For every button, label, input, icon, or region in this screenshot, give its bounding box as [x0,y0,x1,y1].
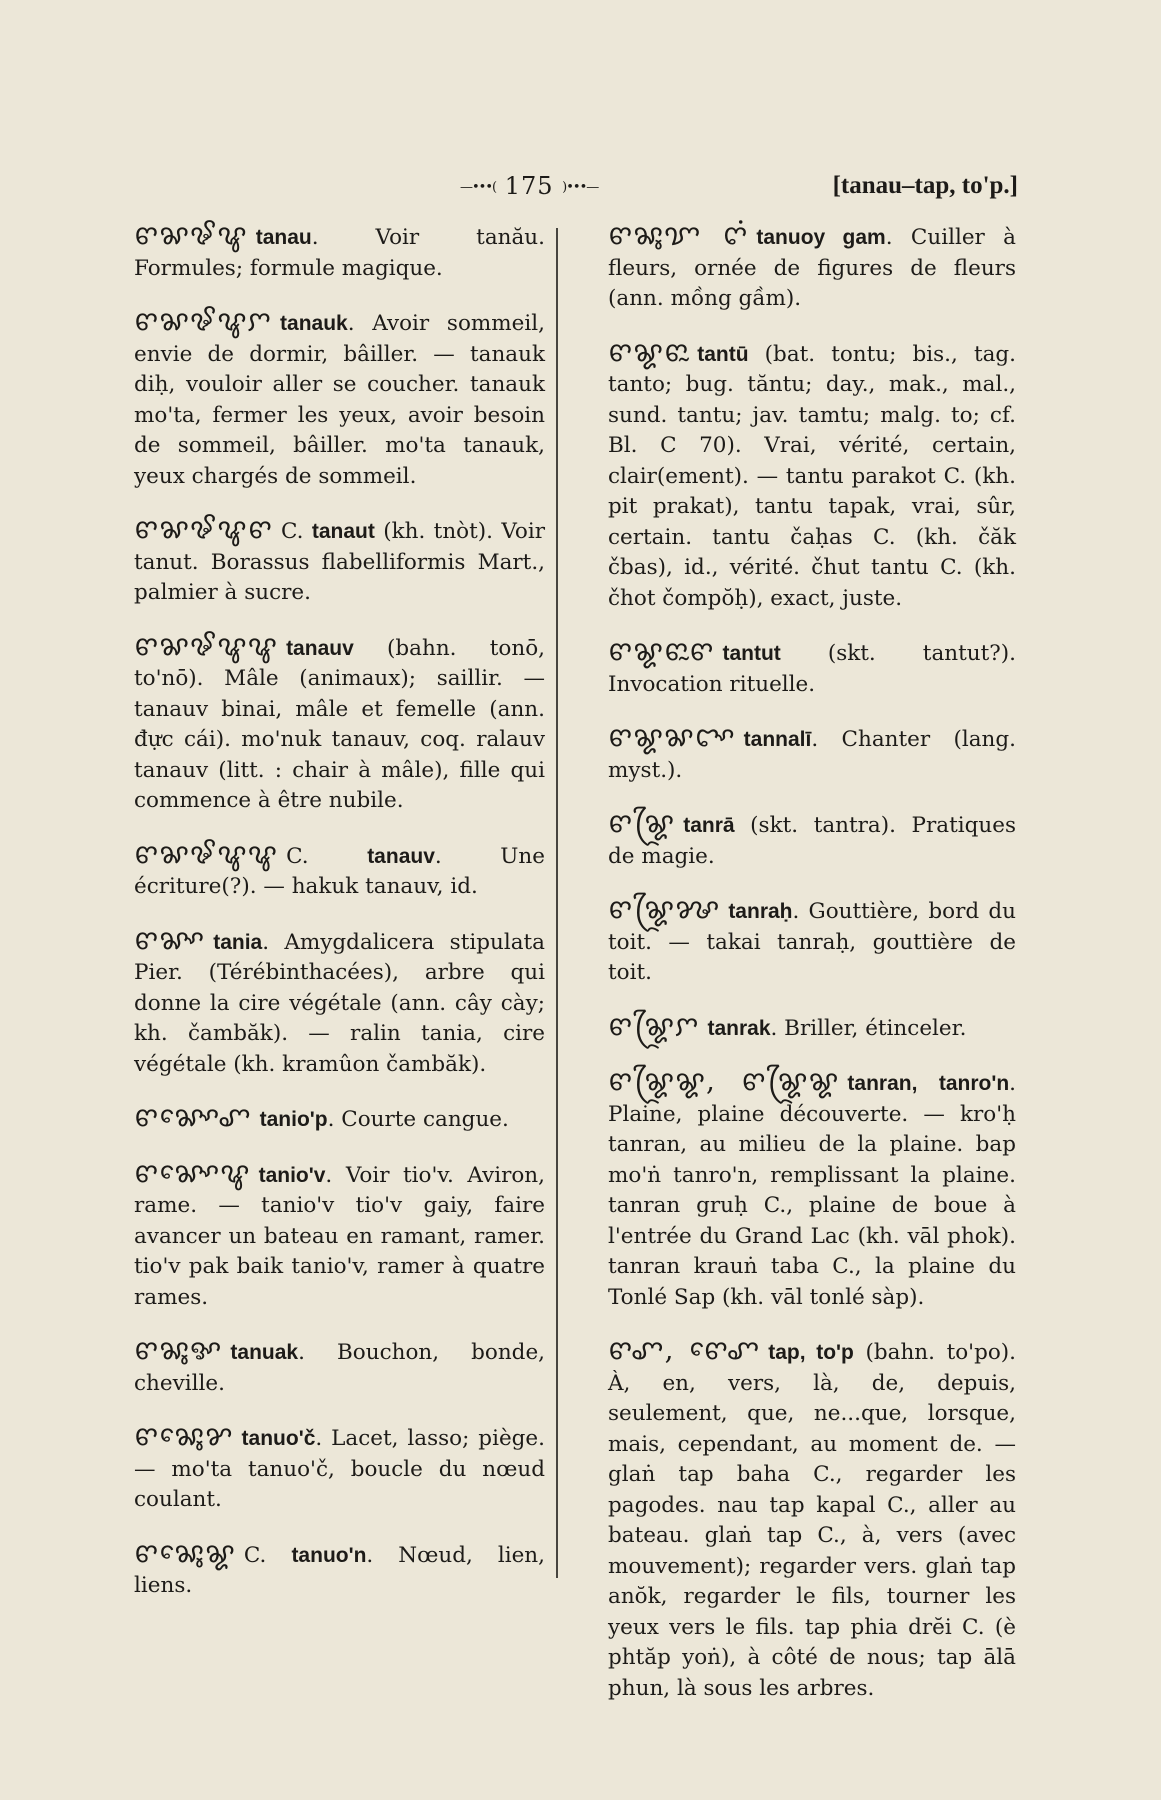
cham-script: ꨓꨗꨃꨥ [134,218,248,251]
cham-script: ꨓꨘꨗꨤꨳ [608,720,736,753]
definition: . Bouchon, bonde, cheville. [134,1340,545,1396]
running-head: [tanau–tap, to'p.] [832,172,1018,199]
definition: . Voir tio'v. Aviron, rame. — tanio'v tio'v gaiy, faire avancer un bateau en ramant, ramer. tio'v pak baik tanio'v, ramer à quatre rames. [134,1162,545,1310]
page-header [100,172,1018,212]
dictionary-entry [574,220,1016,315]
ornament-right: )•••— [562,180,599,195]
headword: tanraḥ [728,900,793,923]
definition: . Avoir sommeil, envie de dormir, bâiller. — tanauk diḥ, vouloir aller se coucher. tanauk mo'ta, fermer les yeux, avoir besoin de sommeil, bâiller. mo'ta tanauk, yeux chargés de sommeil. [134,311,545,489]
headword: tania [213,930,263,954]
headword: tanuo'č [241,1427,316,1450]
headword: tantut [722,642,781,665]
cham-script: ꨓꨘꨴ [608,806,676,839]
dictionary-entry [100,836,545,903]
dictionary-entry [574,334,1016,615]
definition: . Lacet, lasso; piège. — mo'ta tanuo'č, boucle du nœud coulant. [134,1426,545,1512]
dictionary-entry [100,922,545,1081]
headword: tanauv [367,844,435,868]
definition: . Voir tanău. Formules; formule magique. [134,225,545,281]
definition: (bahn. to'po). À, en, vers, là, de, depuis, seulement, que, ne...que, lorsque, mais, cependant, au moment de. — glaṅ tap baha C., regarder les pagodes. nau tap kapal C., aller au bateau. glaṅ tap C., à, vers (avec mouvement); regarder vers. glaṅ tap anŏk, regarder le fils, tourner les yeux vers le fils. tap phia drĕi C. (è phtăp yoṅ), à côté de nous; tap ālā phun, là sous les arbres. [608,1340,1017,1701]
cham-script: ꨓꨘꨴꨆ [608,1008,700,1042]
headword: tanuo'n [291,1543,367,1567]
page-number-line [460,172,598,200]
headword: tannalī [743,728,812,751]
definition: . Briller, étinceler. [770,1015,967,1041]
definition: . Chanter (lang. myst.). [608,727,1016,783]
right-column [574,220,1016,1726]
left-column [100,220,545,1624]
headword: tap, to'p [768,1341,854,1364]
cham-script: ꨓꨗꨶꨀ [134,1333,223,1366]
headword: tanauk [280,312,348,335]
headword: tantū [697,342,749,366]
headword: tanau [255,226,312,249]
entry-prefix: C. [280,519,312,544]
dictionary-entry [574,808,1016,872]
cham-script: ꨓꨗꨃꨥꨥ [134,628,279,662]
cham-script: ꨓꨗꨶꨯꨌ [134,1419,234,1452]
headword: tanaut [311,520,375,543]
cham-script: ꨓꨘꨓꨭꨓ [608,634,715,667]
definition: (bahn. tonō, to'nō). Mâle (animaux); saillir. — tanauv binai, mâle et femelle (ann. đực cái). mo'nuk tanauv, coq. ralauv tanauv (litt. : chair à mâle), fille qui commence à être nubile. [134,635,545,813]
cham-script: ꨓꨗꨳꨯꨚ [134,1100,252,1133]
cham-script: ꨓꨗꨃꨥꨥ [134,836,279,870]
dictionary-entry [574,1008,1016,1045]
dictionary-entry [574,722,1016,786]
headword: tanio'p [259,1108,328,1131]
headword: tanran, tanro'n [847,1072,1010,1095]
definition: (bat. tontu; bis., tag. tanto; bug. tăntu; day., mak., mal., sund. tantu; jav. tamtu; malg. to; cf. Bl. C 70). Vrai, vérité, certain, clair(ement). — tantu parakot C. (kh. pit prakat), tantu tapak, vrai, sûr, certain. tantu čaḥas C. (kh. čăk čbas), id., vérité. čhut tantu C. (kh. čhot čompŏḥ), exact, juste. [608,341,1016,611]
entry-prefix: C. [243,1542,292,1568]
dictionary-entry [100,514,545,609]
column-divider [556,228,558,1578]
definition: . Une écriture(?). — hakuk tanauv, id. [134,843,545,899]
definition: . Amygdalicera stipulata Pier. (Térébinthacées), arbre qui donne la cire végétale (ann. cây cày; kh. čambăk). — ralin tania, cire végétale (kh. kramûon čambăk). [134,929,545,1077]
definition: . Nœud, lien, liens. [134,1542,545,1598]
dictionary-entry [100,628,545,817]
definition: (skt. tantut?). Invocation rituelle. [608,641,1016,697]
dictionary-entry [574,894,1016,989]
dictionary-entry [574,1335,1016,1704]
cham-script: ꨓꨘꨴꨘ, ꨓꨘꨴꨘ [608,1064,840,1097]
definition: . Plaine, plaine découverte. — kro'ḥ tanran, au milieu de la plaine. bap mo'ṅ tanro'n, remplissant la plaine. tanran gruḥ C., plaine de boue à l'entrée du Grand Lac (kh. vāl phok). tanran krauṅ taba C., la plaine du Tonlé Sap (kh. vāl tonlé sàp). [608,1071,1017,1310]
headword: tanauv [286,636,354,660]
dictionary-entry [100,220,545,284]
cham-script: ꨓꨗꨃꨥꨓ [134,512,273,545]
dictionary-entry [574,636,1016,700]
headword: tanuak [230,1341,299,1364]
cham-script: ꨓꨗꨳ [134,922,206,956]
headword: tanrā [683,814,735,837]
cham-script: ꨓꨘꨴꨍ [608,892,721,925]
dictionary-entry [100,1102,545,1136]
definition: . Cuiller à fleurs, ornée de figures de fleurs (ann. mồng gầm). [608,225,1016,311]
ornament-left: —•••( [460,180,497,195]
definition: (kh. tnòt). Voir tanut. Borassus flabelliformis Mart., palmier à sucre. [134,519,545,605]
cham-script: ꨓꨗꨶꨢ ꨈꩌ [608,218,749,251]
dictionary-entry [100,1421,545,1516]
headword: tanrak [707,1016,771,1040]
definition: . Gouttière, bord du toit. — takai tanraḥ, gouttière de toit. [608,899,1016,985]
dictionary-entry [100,1155,545,1314]
definition: . Courte cangue. [327,1107,509,1132]
cham-script: ꨓꨘꨓꨭ [608,334,690,368]
cham-script: ꨓꨗꨳꨯꨥ [134,1155,251,1189]
cham-script: ꨓꨚ, ꨓꨯꨚ [608,1333,761,1366]
cham-script: ꨓꨗꨶꨯꨘ [134,1535,236,1569]
dictionary-entry [100,1335,545,1399]
cham-script: ꨓꨗꨃꨥꨆ [134,304,273,337]
headword: tanio'v [258,1163,326,1187]
dictionary-entry [100,1535,545,1602]
dictionary-entry [574,1066,1016,1313]
entry-prefix: C. [286,843,368,869]
page-number: 175 [504,172,554,200]
headword: tanuoy gam [756,226,886,249]
dictionary-entry [100,306,545,492]
definition: (skt. tantra). Pratiques de magie. [608,813,1016,869]
